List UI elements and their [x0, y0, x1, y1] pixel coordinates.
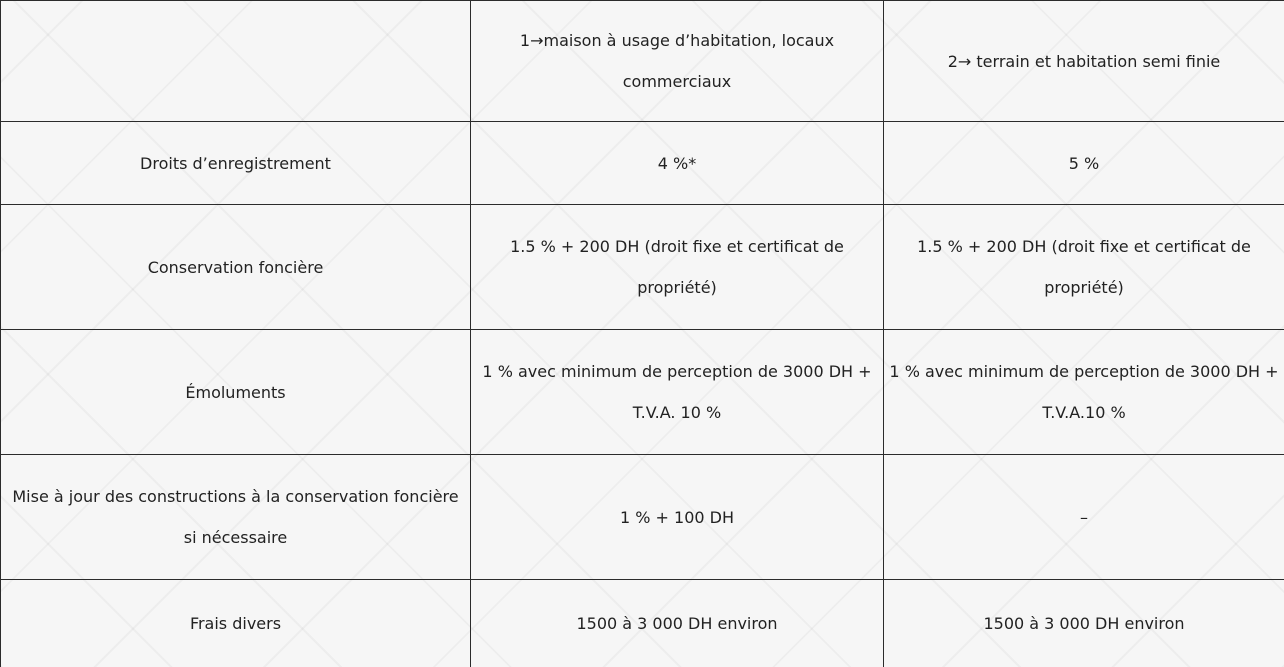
row-label: Frais divers: [1, 580, 471, 667]
table-cell: 5 %: [884, 122, 1284, 205]
row-label: Émoluments: [1, 330, 471, 455]
header-cell-empty: [1, 1, 471, 122]
table-cell: –: [884, 455, 1284, 580]
table-cell: 4 %*: [471, 122, 884, 205]
table-header-row: [1, 1, 1284, 122]
table-row: [1, 122, 1284, 205]
header-cell-terrain: 2→ terrain et habitation semi finie: [884, 1, 1284, 122]
table-cell: 1500 à 3 000 DH environ: [471, 580, 884, 667]
header-cell-maison: 1→maison à usage d’habitation, locaux commerciaux: [471, 1, 884, 122]
table-row: [1, 580, 1284, 667]
row-label: Droits d’enregistrement: [1, 122, 471, 205]
table-row: [1, 330, 1284, 455]
table-row: [1, 455, 1284, 580]
row-label: Conservation foncière: [1, 205, 471, 330]
table-cell: 1 % avec minimum de perception de 3000 DH + T.V.A. 10 %: [471, 330, 884, 455]
table-row: [1, 205, 1284, 330]
table-cell: 1 % avec minimum de perception de 3000 DH + T.V.A.10 %: [884, 330, 1284, 455]
row-label: Mise à jour des constructions à la conservation foncière si nécessaire: [1, 455, 471, 580]
table-cell: 1.5 % + 200 DH (droit fixe et certificat de propriété): [884, 205, 1284, 330]
table-cell: 1500 à 3 000 DH environ: [884, 580, 1284, 667]
table-cell: 1 % + 100 DH: [471, 455, 884, 580]
table-cell: 1.5 % + 200 DH (droit fixe et certificat de propriété): [471, 205, 884, 330]
